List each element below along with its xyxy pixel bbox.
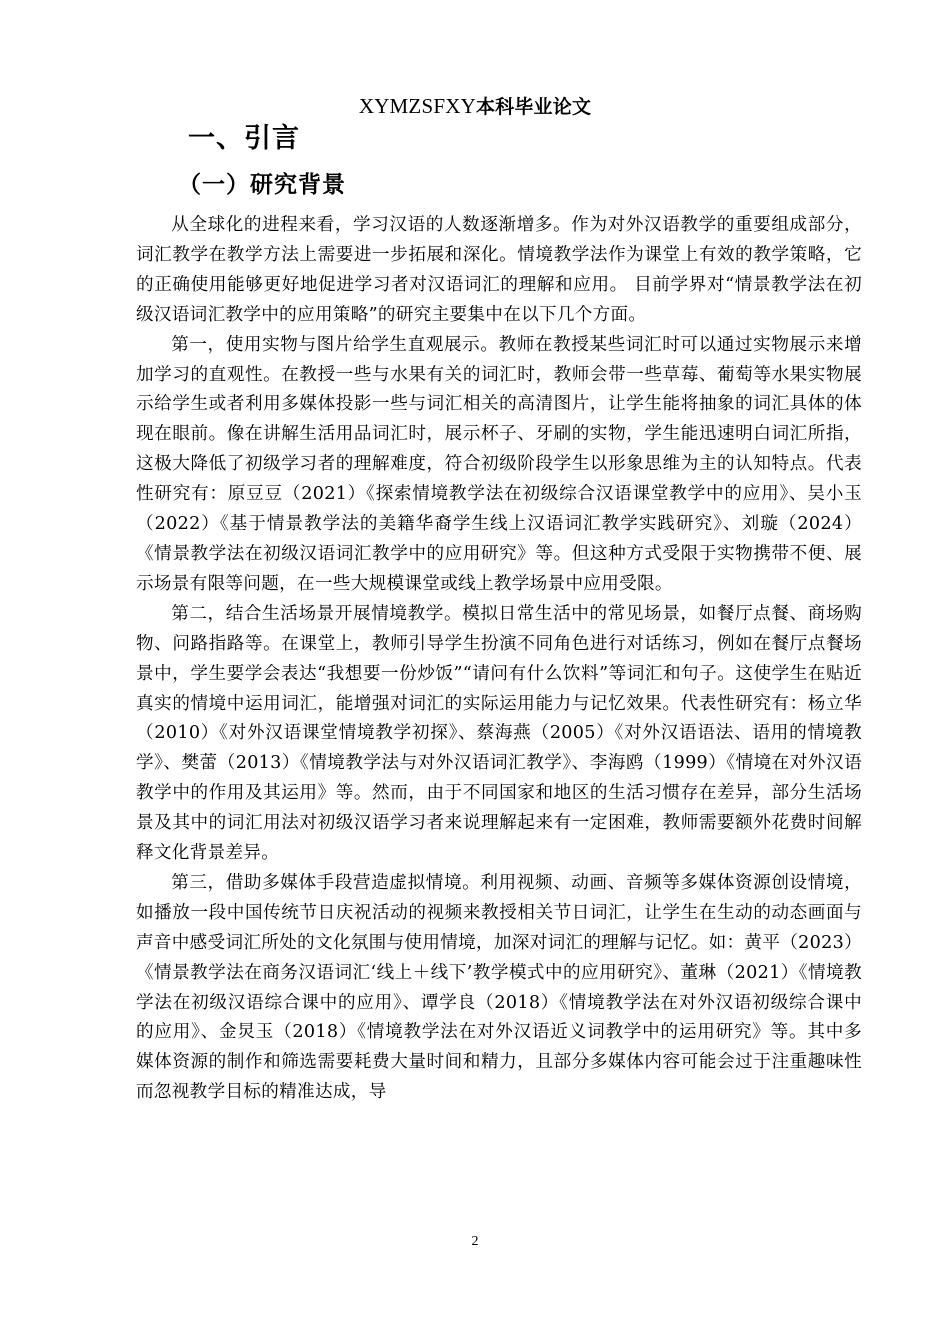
paragraph: 第一，使用实物与图片给学生直观展示。教师在教授某些词汇时可以通过实物展示来增加学习的直观性。在教授一些与水果有关的词汇时，教师会带一些草莓、葡萄等水果实物展示给学生或者利用多媒体投影一些与词汇相关的高清图片，让学生能将抽象的词汇具体的体现在眼前。像在讲解生活用品词汇时，展示杯子、牙刷的实物，学生能迅速明白词汇所指，这极大降低了初级学习者的理解难度，符合初级阶段学生以形象思维为主的认知特点。代表性研究有：原豆豆（2021）《探索情境教学法在初级综合汉语课堂教学中的应用》、吴小玉（2022）《基于情景教学法的美籍华裔学生线上汉语词汇教学实践研究》、刘璇（2024）《情景教学法在初级汉语词汇教学中的应用研究》等。但这种方式受限于实物携带不便、展示场景有限等问题，在一些大规模课堂或线上教学场景中应用受限。 [136,334,862,594]
header-latin: XYMZSFXY [358,94,476,118]
header-chinese: 本科毕业论文 [475,96,592,118]
body-text [136,211,862,1108]
paragraph: 从全球化的进程来看，学习汉语的人数逐渐增多。作为对外汉语教学的重要组成部分，词汇教学在教学方法上需要进一步拓展和深化。情境教学法作为课堂上有效的教学策略，它的正确使用能够更好地促进学习者对汉语词汇的理解和应用。 目前学界对“情景教学法在初级汉语词汇教学中的应用策略”的研究主要集中在以下几个方面。 [136,215,863,325]
paragraph: 第三，借助多媒体手段营造虚拟情境。利用视频、动画、音频等多媒体资源创设情境，如播放一段中国传统节日庆祝活动的视频来教授相关节日词汇，让学生在生动的动态画面与声音中感受词汇所处的文化氛围与使用情境，加深对词汇的理解与记忆。如：黄平（2023）《情景教学法在商务汉语词汇‘线上＋线下’教学模式中的应用研究》、董琳（2021）《情境教学法在初级汉语综合课中的应用》、谭学良（2018）《情境教学法在对外汉语初级综合课中的应用》、金炅玉（2018）《情境教学法在对外汉语近义词教学中的运用研究》等。其中多媒体资源的制作和筛选需要耗费大量时间和精力，且部分多媒体内容可能会过于注重趣味性而忽视教学目标的精准达成，导 [136,872,862,1103]
paragraph: 第二，结合生活场景开展情境教学。模拟日常生活中的常见场景，如餐厅点餐、商场购物、问路指路等。在课堂上，教师引导学生扮演不同角色进行对话练习，例如在餐厅点餐场景中，学生要学会表达“我想要一份炒饭”“请问有什么饮料”等词汇和句子。这使学生在贴近真实的情境中运用词汇，能增强对词汇的实际运用能力与记忆效果。代表性研究有：杨立华（2010）《对外汉语课堂情境教学初探》、蔡海燕（2005）《对外汉语语法、语用的情境教学》、樊蕾（2013）《情境教学法与对外汉语词汇教学》、李海鸥（1999）《情境在对外汉语教学中的作用及其运用》等。然而，由于不同国家和地区的生活习惯存在差异，部分生活场景及其中的词汇用法对初级汉语学习者来说理解起来有一定困难，教师需要额外花费时间解释文化背景差异。 [136,603,862,864]
page-header [0,92,950,119]
page-number: 2 [471,1234,479,1249]
subsection-heading: （一）研究背景 [178,172,346,198]
section-heading: 一、引言 [188,123,300,154]
